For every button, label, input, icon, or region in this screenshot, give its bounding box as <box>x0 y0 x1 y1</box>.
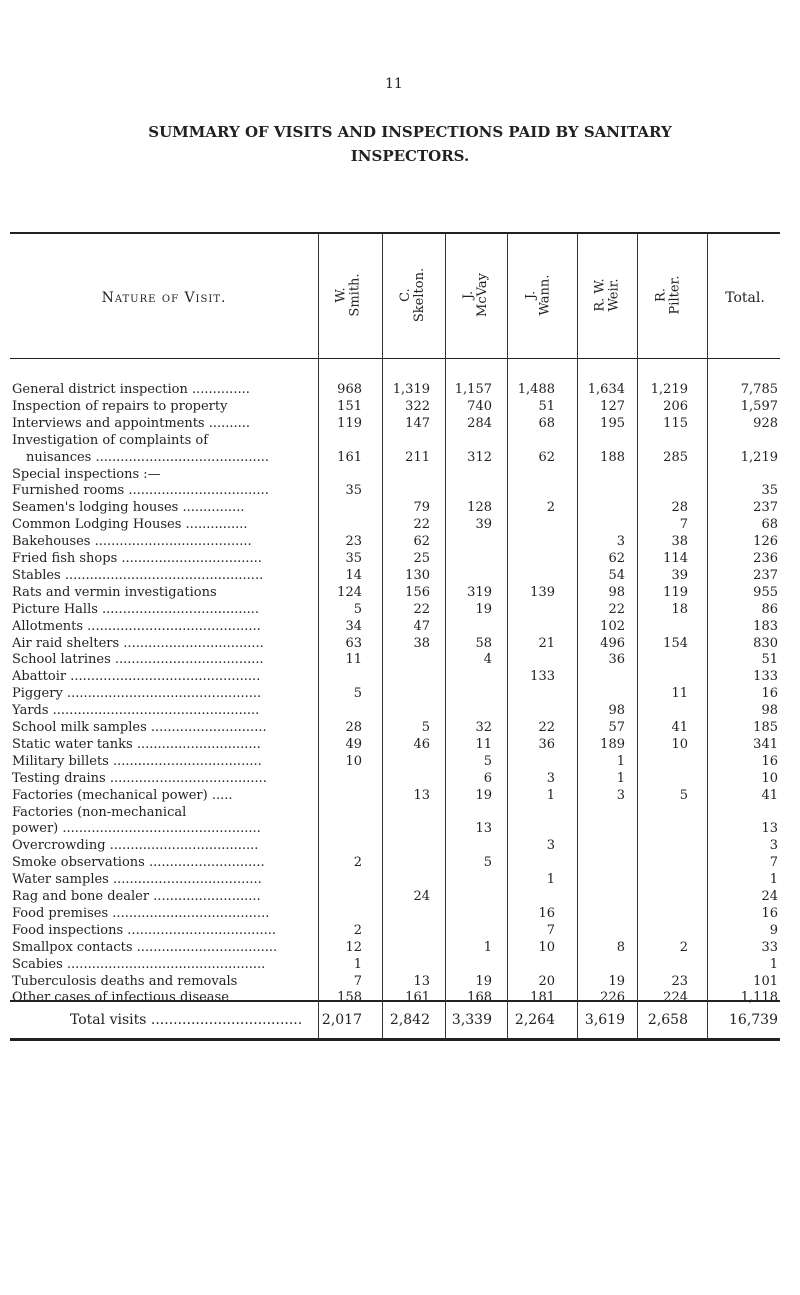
table-row <box>10 585 780 601</box>
table-cell: 2 <box>546 500 555 516</box>
table-cell: 10 <box>345 753 362 769</box>
inspector-name: C. Skelton. <box>398 267 428 322</box>
table-row <box>10 889 780 905</box>
table-cell: 79 <box>413 500 430 516</box>
table-cell: 9 <box>769 922 778 938</box>
table-row <box>10 838 780 854</box>
page-title <box>40 120 780 168</box>
total-cell: 16,739 <box>729 1012 778 1028</box>
row-label: Common Lodging Houses ............... <box>12 517 248 533</box>
table-cell: 7 <box>769 855 778 871</box>
row-label: Piggery ............................................... <box>12 686 262 702</box>
inspector-name: R. W. Weir. <box>593 277 622 312</box>
table-row <box>10 467 780 483</box>
table-cell: 237 <box>753 500 778 516</box>
table-row <box>10 906 780 922</box>
table-cell: 41 <box>671 720 688 735</box>
bottom-rule <box>10 1038 780 1041</box>
table-row <box>10 940 780 956</box>
table-cell: 5 <box>679 787 688 803</box>
table-row <box>10 737 780 753</box>
table-cell: 23 <box>671 973 688 989</box>
table-cell: 7 <box>546 922 555 938</box>
total-cell: 3,339 <box>451 1012 492 1028</box>
table-cell: 13 <box>761 821 778 837</box>
table-cell: 51 <box>761 652 778 668</box>
table-cell: 22 <box>538 720 555 735</box>
table-cell: 928 <box>753 415 778 431</box>
table-cell: 1,597 <box>740 398 778 414</box>
table-cell: 38 <box>413 635 430 651</box>
table-row <box>10 450 780 466</box>
inspector-header <box>451 232 501 357</box>
table-cell: 57 <box>608 720 625 735</box>
table-row <box>10 771 780 787</box>
row-label: School latrines .................................... <box>12 652 264 668</box>
row-label: Factories (non-mechanical <box>12 804 187 820</box>
table-cell: 968 <box>337 382 362 397</box>
table-cell: 46 <box>413 736 430 752</box>
table-cell: 16 <box>761 686 778 702</box>
table-cell: 133 <box>753 669 778 685</box>
table-cell: 236 <box>753 551 778 566</box>
table-cell: 1 <box>616 753 625 769</box>
table-row <box>10 872 780 888</box>
table-cell: 18 <box>671 601 688 617</box>
table-cell: 185 <box>753 720 778 735</box>
table-cell: 119 <box>337 415 362 431</box>
table-cell: 3 <box>616 787 625 803</box>
table-cell: 54 <box>608 567 625 583</box>
table-cell: 12 <box>345 939 362 955</box>
table-cell: 23 <box>345 534 362 550</box>
table-cell: 114 <box>663 551 688 566</box>
table-cell: 51 <box>538 398 555 414</box>
table-cell: 22 <box>413 517 430 533</box>
table-cell: 19 <box>608 973 625 989</box>
table-cell: 20 <box>538 973 555 989</box>
table-cell: 5 <box>421 720 430 735</box>
row-label: General district inspection .............. <box>12 382 250 397</box>
table-cell: 5 <box>483 753 492 769</box>
table-cell: 6 <box>483 770 492 786</box>
table-cell: 21 <box>538 635 555 651</box>
table-cell: 28 <box>671 500 688 516</box>
table-cell: 5 <box>483 855 492 871</box>
table-row <box>10 957 780 973</box>
page-number: 11 <box>385 76 403 92</box>
row-label: Smallpox contacts .................................. <box>12 939 278 955</box>
table-cell: 86 <box>761 601 778 617</box>
row-label: Abattoir .............................................. <box>12 669 261 685</box>
table-cell: 38 <box>671 534 688 550</box>
row-label: Tuberculosis deaths and removals <box>12 973 238 989</box>
table-cell: 13 <box>413 787 430 803</box>
table-cell: 1 <box>483 939 492 955</box>
table-row <box>10 500 780 516</box>
table-cell: 8 <box>616 939 625 955</box>
table-cell: 285 <box>663 449 688 465</box>
row-label: Picture Halls ...................................... <box>12 601 260 617</box>
table-cell: 1 <box>769 872 778 888</box>
row-label: Military billets .................................... <box>12 753 262 769</box>
table-cell: 10 <box>671 736 688 752</box>
row-label: Stables ................................................ <box>12 567 264 583</box>
row-label: Other cases of infectious disease <box>12 990 229 1006</box>
table-row <box>10 652 780 668</box>
table-cell: 1,319 <box>392 382 430 397</box>
table-cell: 1,488 <box>517 382 555 397</box>
table-cell: 168 <box>467 990 492 1006</box>
table-row <box>10 855 780 871</box>
table-cell: 2 <box>353 922 362 938</box>
table-cell: 4 <box>483 652 492 668</box>
total-cell: 2,017 <box>321 1012 362 1028</box>
table-cell: 1,219 <box>740 449 778 465</box>
total-cell: 2,658 <box>647 1012 688 1028</box>
table-cell: 181 <box>530 990 555 1006</box>
nature-of-visit-header: Nature of Visit. <box>101 290 227 306</box>
title-line-1: SUMMARY OF VISITS AND INSPECTIONS PAID BY SANITARY <box>148 123 672 141</box>
table-row <box>10 636 780 652</box>
table-cell: 496 <box>600 635 625 651</box>
table-cell: 740 <box>467 398 492 414</box>
total-cell: 3,619 <box>584 1012 625 1028</box>
total-cell: 2,842 <box>389 1012 430 1028</box>
table-cell: 115 <box>663 415 688 431</box>
row-label: Smoke observations ............................ <box>12 855 265 871</box>
table-cell: 13 <box>413 973 430 989</box>
table-cell: 98 <box>608 703 625 719</box>
row-label: Food premises ...................................... <box>12 905 270 921</box>
row-label: Scabies ................................................ <box>12 956 266 972</box>
table-cell: 68 <box>538 415 555 431</box>
table-row <box>10 433 780 449</box>
table-cell: 62 <box>538 449 555 465</box>
table-cell: 206 <box>663 398 688 414</box>
table-cell: 36 <box>538 736 555 752</box>
row-label: Factories (mechanical power) ..... <box>12 787 233 803</box>
table-cell: 3 <box>769 838 778 854</box>
total-visits-label: Total visits .................................. <box>70 1012 303 1028</box>
total-cell: 2,264 <box>514 1012 555 1028</box>
table-cell: 156 <box>405 584 430 600</box>
table-cell: 161 <box>405 990 430 1006</box>
table-cell: 3 <box>616 534 625 550</box>
table-cell: 24 <box>413 889 430 904</box>
table-cell: 126 <box>753 534 778 550</box>
table-cell: 68 <box>761 517 778 533</box>
table-cell: 1 <box>546 872 555 888</box>
table-cell: 98 <box>761 703 778 719</box>
table-cell: 19 <box>475 601 492 617</box>
table-cell: 22 <box>413 601 430 617</box>
table-cell: 130 <box>405 567 430 583</box>
table-cell: 33 <box>761 939 778 955</box>
table-cell: 189 <box>600 736 625 752</box>
row-label: Allotments .......................................... <box>12 618 261 634</box>
table-cell: 3 <box>546 838 555 854</box>
table-cell: 133 <box>530 669 555 685</box>
table-row <box>10 534 780 550</box>
table-cell: 7,785 <box>740 382 778 397</box>
table-cell: 1,157 <box>454 382 492 397</box>
table-cell: 119 <box>663 584 688 600</box>
row-label: power) ................................................ <box>12 821 261 837</box>
table-cell: 16 <box>538 905 555 921</box>
row-label: nuisances .......................................... <box>26 449 270 465</box>
table-cell: 341 <box>753 736 778 752</box>
table-cell: 7 <box>353 973 362 989</box>
row-label: Seamen's lodging houses ............... <box>12 500 245 516</box>
table-cell: 195 <box>600 415 625 431</box>
table-cell: 58 <box>475 635 492 651</box>
table-cell: 28 <box>345 720 362 735</box>
inspector-name: R. Pilter. <box>653 275 682 314</box>
table-cell: 139 <box>530 584 555 600</box>
table-row <box>10 990 780 1006</box>
table-cell: 322 <box>405 398 430 414</box>
table-cell: 161 <box>337 449 362 465</box>
table-cell: 1 <box>546 787 555 803</box>
table-cell: 16 <box>761 753 778 769</box>
table-row <box>10 703 780 719</box>
table-cell: 13 <box>475 821 492 837</box>
table-cell: 319 <box>467 584 492 600</box>
table-cell: 2 <box>679 939 688 955</box>
table-cell: 5 <box>353 686 362 702</box>
row-label: Static water tanks .............................. <box>12 736 261 752</box>
table-row <box>10 483 780 499</box>
inspector-name: J. McVay <box>460 272 490 317</box>
table-cell: 188 <box>600 449 625 465</box>
row-label: Furnished rooms .................................. <box>12 483 269 499</box>
table-cell: 955 <box>753 584 778 600</box>
table-row <box>10 923 780 939</box>
table-cell: 1,634 <box>587 382 625 397</box>
table-cell: 102 <box>600 618 625 634</box>
row-label: School milk samples ............................ <box>12 720 267 735</box>
table-cell: 98 <box>608 584 625 600</box>
inspector-name: J. Wann. <box>523 274 552 315</box>
table-row <box>10 686 780 702</box>
table-cell: 35 <box>345 483 362 499</box>
table-row <box>10 754 780 770</box>
row-label: Bakehouses ...................................... <box>12 534 252 550</box>
table-cell: 11 <box>345 652 362 668</box>
table-cell: 62 <box>413 534 430 550</box>
table-cell: 25 <box>413 551 430 566</box>
table-cell: 24 <box>761 889 778 904</box>
table-cell: 39 <box>671 567 688 583</box>
inspector-header <box>324 232 374 357</box>
inspector-header <box>513 232 563 357</box>
table-row <box>10 399 780 415</box>
table-cell: 5 <box>353 601 362 617</box>
table-cell: 128 <box>467 500 492 516</box>
table-row <box>10 974 780 990</box>
table-row <box>10 568 780 584</box>
row-label: Rats and vermin investigations <box>12 584 217 600</box>
inspector-header <box>388 232 438 357</box>
table-cell: 22 <box>608 601 625 617</box>
table-row <box>10 669 780 685</box>
table-cell: 19 <box>475 787 492 803</box>
row-label: Inspection of repairs to property <box>12 398 228 414</box>
table-cell: 1,118 <box>740 990 778 1006</box>
table-cell: 11 <box>475 736 492 752</box>
table-cell: 10 <box>538 939 555 955</box>
table-cell: 158 <box>337 990 362 1006</box>
table-cell: 16 <box>761 905 778 921</box>
table-cell: 1 <box>616 770 625 786</box>
table-row <box>10 517 780 533</box>
table-cell: 124 <box>337 584 362 600</box>
row-label: Interviews and appointments .......... <box>12 415 251 431</box>
table-cell: 1,219 <box>650 382 688 397</box>
row-label: Fried fish shops .................................. <box>12 551 262 566</box>
table-cell: 312 <box>467 449 492 465</box>
table-cell: 34 <box>345 618 362 634</box>
table-cell: 62 <box>608 551 625 566</box>
table-cell: 224 <box>663 990 688 1006</box>
table-cell: 63 <box>345 635 362 651</box>
row-label: Testing drains ...................................... <box>12 770 267 786</box>
table-row <box>10 551 780 567</box>
table-row <box>10 382 780 398</box>
table-cell: 47 <box>413 618 430 634</box>
table-cell: 36 <box>608 652 625 668</box>
table-cell: 19 <box>475 973 492 989</box>
table-cell: 147 <box>405 415 430 431</box>
row-label: Air raid shelters .................................. <box>12 635 264 651</box>
table-cell: 101 <box>753 973 778 989</box>
table-cell: 7 <box>679 517 688 533</box>
table-cell: 237 <box>753 567 778 583</box>
table-cell: 32 <box>475 720 492 735</box>
table-row <box>10 720 780 736</box>
inspector-name: W. Smith. <box>334 272 363 317</box>
table-cell: 226 <box>600 990 625 1006</box>
table-cell: 211 <box>405 449 430 465</box>
title-line-2: INSPECTORS. <box>350 147 470 165</box>
table-cell: 11 <box>671 686 688 702</box>
table-row <box>10 416 780 432</box>
table-row <box>10 821 780 837</box>
table-cell: 35 <box>345 551 362 566</box>
table-cell: 284 <box>467 415 492 431</box>
table-cell: 1 <box>353 956 362 972</box>
table-row <box>10 805 780 821</box>
row-label: Overcrowding .................................... <box>12 838 259 854</box>
table-cell: 3 <box>546 770 555 786</box>
table-cell: 154 <box>663 635 688 651</box>
row-label: Investigation of complaints of <box>12 432 209 448</box>
row-label: Special inspections :— <box>12 466 161 482</box>
table-cell: 127 <box>600 398 625 414</box>
table-cell: 35 <box>761 483 778 499</box>
row-label: Yards .................................................. <box>12 703 260 719</box>
table-row <box>10 619 780 635</box>
table-cell: 41 <box>761 787 778 803</box>
table-cell: 183 <box>753 618 778 634</box>
table-cell: 830 <box>753 635 778 651</box>
inspector-header <box>643 232 693 357</box>
table-cell: 10 <box>761 770 778 786</box>
table-row <box>10 788 780 804</box>
total-header: Total. <box>725 290 765 306</box>
row-label: Water samples .................................... <box>12 872 262 888</box>
table-cell: 39 <box>475 517 492 533</box>
table-cell: 1 <box>769 956 778 972</box>
row-label: Food inspections .................................... <box>12 922 277 938</box>
table-cell: 49 <box>345 736 362 752</box>
inspector-header <box>583 232 633 357</box>
inspections-table <box>10 232 790 1047</box>
table-row <box>10 602 780 618</box>
table-cell: 2 <box>353 855 362 871</box>
row-label: Rag and bone dealer .......................... <box>12 889 261 904</box>
table-cell: 151 <box>337 398 362 414</box>
header-rule <box>10 358 780 359</box>
table-cell: 14 <box>345 567 362 583</box>
